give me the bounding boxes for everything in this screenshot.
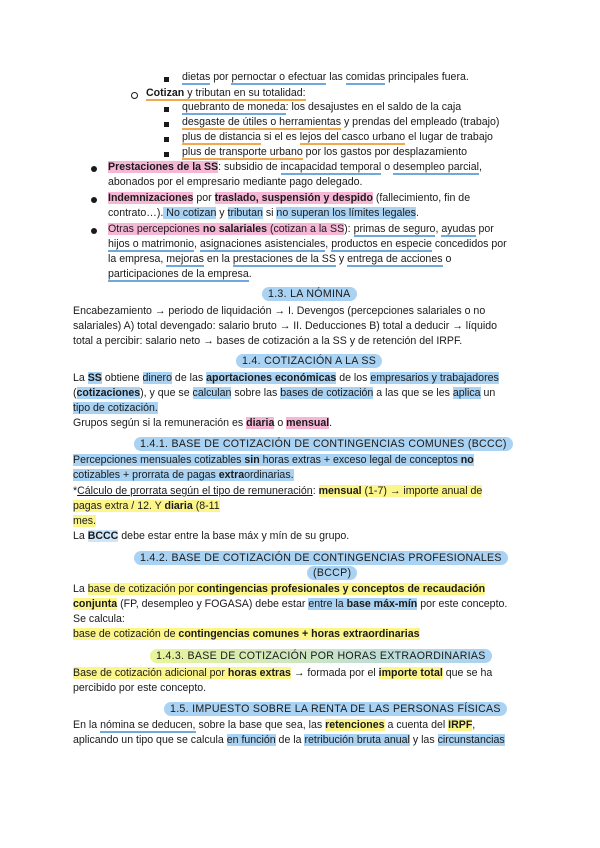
text: plus de transporte urbano [182, 146, 303, 158]
text: no [460, 454, 474, 466]
text: percibido por este concepto. [73, 682, 207, 694]
text: . [415, 207, 419, 219]
text: Encabezamiento → periodo de liquidación → I. Devengos (percepciones salariales o no [73, 305, 486, 317]
bullet-dot [91, 166, 97, 172]
text: asignaciones asistenciales [199, 238, 326, 250]
text: principales fuera. [385, 71, 469, 83]
para-bccc-4 [73, 499, 220, 514]
text: IRPF [448, 719, 473, 731]
text: tipo de cotización. [73, 402, 158, 414]
para-irpf-1 [73, 718, 475, 733]
heading-1-4 [236, 354, 382, 369]
para-bccc-1 [73, 453, 474, 468]
para-ss-3 [73, 401, 158, 416]
text: prestaciones de la SS [232, 253, 336, 265]
text: mensual [318, 485, 362, 497]
text: (FP, desempleo y FOGASA) debe estar [117, 598, 309, 610]
text: obtiene [101, 372, 143, 384]
line-prestaciones [108, 160, 482, 175]
text: sobre la base que sea, las [195, 719, 326, 731]
text: a cuenta del [384, 719, 449, 731]
heading-1-4-3 [150, 649, 492, 664]
text: mejoras [166, 253, 204, 265]
text: horas extras + exceso legal de conceptos [259, 454, 461, 466]
para-bccc-6 [73, 529, 349, 544]
bullet-square [164, 137, 169, 142]
text: : [312, 485, 319, 497]
text: por los gastos por desplazamiento [302, 146, 468, 158]
text: base de cotización por [87, 583, 197, 595]
text: mensual [286, 417, 330, 429]
heading-1-3 [262, 287, 357, 302]
line-prestaciones-2 [108, 175, 362, 190]
text: dinero [142, 372, 172, 384]
para-bccp-4 [73, 627, 420, 642]
text: ayudas [441, 223, 476, 235]
para-nomina-3 [73, 334, 462, 349]
text: Grupos según si la remuneración es [73, 417, 247, 429]
para-bccc-2 [73, 468, 294, 483]
text: aportaciones económicas [206, 372, 337, 384]
text: retenciones [325, 719, 385, 731]
text: por este concepto. [417, 598, 508, 610]
heading-1-4-2 [134, 551, 508, 566]
line-indemnizaciones-2 [108, 206, 419, 221]
text: La [73, 583, 88, 595]
text: tributan [227, 207, 263, 219]
bullet-square [164, 122, 169, 127]
text: quebranto de moneda [182, 101, 286, 113]
text: (1-7) [361, 485, 387, 497]
text: el lugar de trabajo [405, 131, 493, 143]
bullet-square [164, 107, 169, 112]
text: (8-11 [192, 500, 220, 512]
text: desgaste de útiles o herramientas [182, 116, 341, 128]
text: → importe anual de [386, 485, 483, 497]
text: extra [218, 469, 245, 481]
text: concedidos por [431, 238, 507, 250]
para-ss-4 [73, 416, 332, 431]
text: → formada por el [290, 667, 379, 679]
para-bccc-3 [73, 484, 482, 499]
para-ss-2 [73, 386, 495, 401]
bullet-dot [91, 197, 97, 203]
text: las [326, 71, 346, 83]
text: o [274, 417, 287, 429]
text: + prorrata de pagas [120, 469, 219, 481]
text: dietas [182, 71, 211, 83]
para-he-2 [73, 681, 206, 696]
text: no superan los límites legales [276, 207, 416, 219]
text: total a percibir: salario neto → bases de cotización a la SS y de retención del IRPF. [73, 335, 463, 347]
bullet-square [164, 77, 169, 82]
text: primas de seguro [353, 223, 436, 235]
text: sin [244, 454, 260, 466]
text: (cotizan a la SS [267, 223, 345, 235]
line-dietas [182, 70, 469, 85]
text: incapacidad temporal [280, 161, 382, 173]
text: Cotizan [146, 87, 185, 99]
heading-text: 1.4.1. BASE DE COTIZACIÓN DE CONTINGENCIAS COMUNES (BCCC) [134, 437, 513, 451]
line-plus-transporte [182, 145, 467, 160]
text: contrato…). [108, 207, 164, 219]
text: no salariales [202, 223, 268, 235]
text: y tributan en su totalidad: [184, 87, 306, 99]
text: la empresa, [108, 253, 167, 265]
text: , [479, 161, 482, 173]
line-cotizan [146, 86, 306, 101]
heading-text: 1.3. LA NÓMINA [262, 287, 357, 301]
text: importe total [378, 667, 443, 679]
text: : los desajustes en el saldo de la caja [285, 101, 462, 113]
heading-text: 1.4. COTIZACIÓN A LA SS [236, 354, 382, 368]
text: Base de cotización adicional por [73, 667, 228, 679]
text: un [480, 387, 496, 399]
text: Se calcula: [73, 613, 125, 625]
text: de las [171, 372, 207, 384]
text: , [325, 238, 332, 250]
text: participaciones de la empresa [108, 268, 249, 280]
text: si [262, 207, 277, 219]
text: * [73, 485, 78, 497]
text: Otras percepciones [108, 223, 203, 235]
text: Indemnizaciones [108, 192, 194, 204]
text: o [442, 253, 452, 265]
line-otras-4 [108, 267, 252, 282]
text: productos en especie [331, 238, 432, 250]
bullet-square [164, 152, 169, 157]
text: sobre las [231, 387, 281, 399]
text: retribución bruta anual [304, 734, 410, 746]
text: y [335, 253, 348, 265]
text: cotizaciones [76, 387, 141, 399]
text: salariales) A) total devengado: salario bruto → II. Deducciones B) total a deducir → líquido [73, 320, 497, 332]
text: si el es [260, 131, 300, 143]
text: SS [87, 372, 102, 384]
heading-1-4-1 [134, 437, 513, 452]
text: mes. [73, 515, 96, 527]
text: La [73, 372, 88, 384]
text: entrega de acciones [347, 253, 443, 265]
text: En la [73, 719, 101, 731]
text: por [193, 192, 215, 204]
text: ordinarias. [244, 469, 294, 481]
text: que se ha [442, 667, 493, 679]
text: comidas [345, 71, 386, 83]
heading-text: 1.4.2. BASE DE COTIZACIÓN DE CONTINGENCIAS PROFESIONALES [134, 551, 508, 565]
text: : subsidio de [218, 161, 281, 173]
para-bccc-5 [73, 514, 96, 529]
heading-text: 1.5. IMPUESTO SOBRE LA RENTA DE LAS PERSONAS FÍSICAS [164, 702, 507, 716]
text: contingencias profesionales y conceptos de recaudación [196, 583, 486, 595]
heading-text: 1.4.3. BASE DE COTIZACIÓN POR HORAS EXTRAORDINARIAS [150, 649, 492, 663]
line-quebranto [182, 100, 461, 115]
text: nómina se deducen, [100, 719, 196, 731]
text: circunstancias [437, 734, 505, 746]
text: pernoctar o efectuar [231, 71, 327, 83]
line-desgaste [182, 115, 499, 130]
line-otras [108, 222, 494, 237]
line-plus-distancia [182, 130, 493, 145]
text: ( [73, 387, 77, 399]
line-otras-3 [108, 252, 451, 267]
text: base máx-mín [346, 598, 418, 610]
text: desempleo parcial [393, 161, 480, 173]
text: diaria [246, 417, 275, 429]
para-he-1 [73, 666, 492, 681]
text: Cálculo de prorrata según el tipo de remuneración [77, 485, 313, 497]
text: lejos del casco urbano [299, 131, 406, 143]
heading-1-5 [164, 702, 507, 717]
text: en la [203, 253, 233, 265]
text: . [248, 268, 252, 280]
text: de la [275, 734, 305, 746]
para-bccp-1 [73, 582, 485, 597]
text: bases de cotización [280, 387, 374, 399]
text: BCCC [87, 530, 119, 542]
text: ): [344, 223, 354, 235]
text: y las [409, 734, 438, 746]
text: , [435, 223, 442, 235]
text: y prendas del empleado (trabajo) [341, 116, 500, 128]
text: No cotizan [163, 207, 217, 219]
text: ), y que se [140, 387, 193, 399]
text: o [381, 161, 394, 173]
text: en función [226, 734, 276, 746]
text: entre la [308, 598, 347, 610]
text: hijos o matrimonio [108, 238, 194, 250]
line-otras-2 [108, 237, 507, 252]
text: por [210, 71, 232, 83]
text: Percepciones mensuales cotizables [73, 454, 245, 466]
text: La [73, 530, 88, 542]
text: (fallecimiento, fin de [372, 192, 471, 204]
text: Prestaciones de la SS [108, 161, 219, 173]
text: plus de distancia [182, 131, 261, 143]
para-bccp-2 [73, 597, 507, 612]
text: aplica [452, 387, 481, 399]
text: abonados por el empresario mediante pago delegado. [108, 176, 363, 188]
text: de los [336, 372, 371, 384]
text: calculan [192, 387, 232, 399]
text: horas extras [227, 667, 291, 679]
para-nomina-2 [73, 319, 497, 334]
bullet-circle [131, 92, 138, 99]
text: y [216, 207, 228, 219]
para-bccp-3 [73, 612, 125, 627]
text: , [193, 238, 200, 250]
text: a las que se les [373, 387, 453, 399]
line-indemnizaciones [108, 191, 470, 206]
text: conjunta [73, 598, 118, 610]
text: contingencias comunes + horas extraordinarias [178, 628, 420, 640]
text: pagas extra / 12. Y [73, 500, 165, 512]
text: traslado, suspensión y despido [214, 192, 373, 204]
para-ss-1 [73, 371, 499, 386]
heading-1-4-2-b [307, 566, 357, 581]
text: cotizables [73, 469, 121, 481]
text: , [472, 719, 476, 731]
text: debe estar entre la base máx y mín de su grupo. [118, 530, 350, 542]
text: aplicando un tipo que se calcula [73, 734, 227, 746]
para-irpf-2 [73, 733, 505, 748]
para-nomina-1 [73, 304, 485, 319]
text: por [475, 223, 494, 235]
text: . [329, 417, 333, 429]
bullet-dot [91, 228, 97, 234]
text: diaria [164, 500, 193, 512]
text: empresarios y trabajadores [370, 372, 499, 384]
heading-text: (BCCP) [307, 566, 357, 580]
text: base de cotización de [73, 628, 179, 640]
